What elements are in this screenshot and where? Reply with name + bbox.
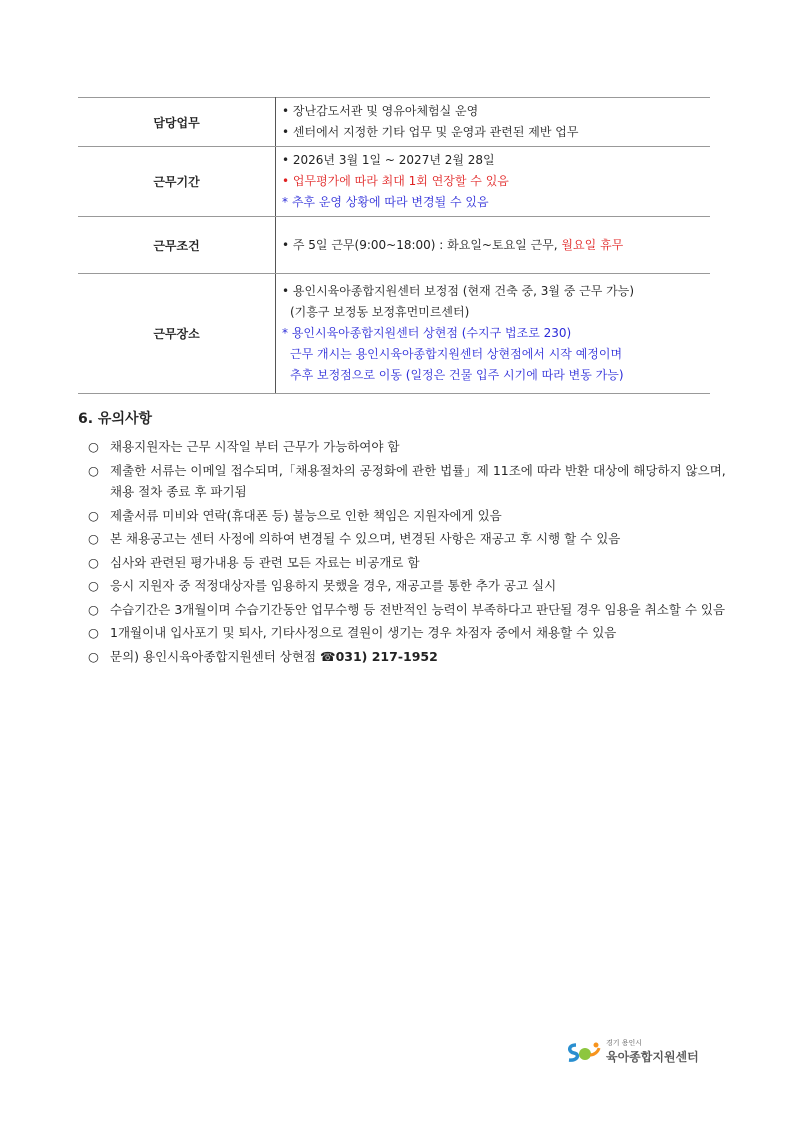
content-line: • 용인시육아종합지원센터 보정점 (현재 건축 중, 3월 중 근무 가능) [282,284,635,298]
row-label: 근무기간 [78,147,276,217]
holiday-text: 월요일 휴무 [561,237,624,252]
circle-bullet-icon: ○ [88,648,99,664]
row-content [276,147,711,217]
table-row [78,147,710,217]
row-content [276,98,711,147]
list-item [88,460,728,503]
content-line: • 2026년 3월 1일 ~ 2027년 2월 28일 [282,153,495,167]
content-line: * 추후 운영 상황에 따라 변경될 수 있음 [282,195,489,209]
circle-bullet-icon: ○ [88,462,99,478]
item-text: 수습기간은 3개월이며 수습기간동안 업무수행 등 전반적인 능력이 부족하다고 판단될 경우 임용을 취소할 수 있음 [110,601,726,617]
logo-small-text: 경기 용인시 [606,1039,643,1047]
contact-phone: ☎031) 217-1952 [320,648,438,664]
circle-bullet-icon: ○ [88,625,99,640]
notice-list [88,436,728,669]
list-item [88,646,728,668]
circle-bullet-icon: ○ [88,439,99,454]
section-title: 6. 유의사항 [78,411,153,427]
row-label: 담당업무 [78,98,276,147]
circle-bullet-icon: ○ [88,601,99,617]
table-row [78,274,710,394]
item-text: 응시 지원자 중 적정대상자를 임용하지 못했을 경우, 재공고를 통한 추가 공고 실시 [110,578,557,593]
item-text: 제출서류 미비와 연락(휴대폰 등) 불능으로 인한 책임은 지원자에게 있음 [110,507,502,523]
list-item [88,599,728,621]
content-line: 근무 개시는 용인시육아종합지원센터 상현점에서 시작 예정이며 [290,347,623,361]
logo-main-text: 육아종합지원센터 [606,1050,699,1064]
item-text: 1개월이내 입사포기 및 퇴사, 기타사정으로 결원이 생기는 경우 차점자 중에서 채용할 수 있음 [110,625,617,640]
list-item [88,622,728,644]
job-info-table [78,97,710,394]
content-line: 추후 보정점으로 이동 (일정은 건물 입주 시기에 따라 변동 가능) [290,368,624,382]
list-item [88,505,728,527]
content-line: • 센터에서 지정한 기타 업무 및 운영과 관련된 제반 업무 [282,125,579,139]
list-item [88,575,728,597]
content-line: * 용인시육아종합지원센터 상현점 (수지구 법조로 230) [282,326,572,340]
item-text: 심사와 관련된 평가내용 등 관련 모든 자료는 비공개로 함 [110,554,420,570]
row-content [276,217,711,274]
circle-bullet-icon: ○ [88,578,99,593]
content-line: • 업무평가에 따라 최대 1회 연장할 수 있음 [282,174,509,188]
table-row [78,217,710,274]
table-row [78,98,710,147]
circle-bullet-icon: ○ [88,507,99,523]
content-line: • 주 5일 근무(9:00~18:00) : 화요일~토요일 근무, [282,237,562,252]
item-text: 채용지원자는 근무 시작일 부터 근무가 가능하여야 함 [110,439,400,454]
list-item [88,552,728,574]
content-line: • 장난감도서관 및 영유아체험실 운영 [282,104,479,118]
content-line: (기흥구 보정동 보정휴먼미르센터) [290,305,470,319]
item-text: 본 채용공고는 센터 사정에 의하여 변경될 수 있으며, 변경된 사항은 재공고 후 시행 할 수 있음 [110,531,621,546]
list-item [88,528,728,550]
item-text: 제출한 서류는 이메일 접수되며,「채용절차의 공정화에 관한 법률」제 11조에 따라 반환 대상에 해당하지 않으며, 채용 절차 종료 후 파기됨 [110,462,726,499]
list-item [88,436,728,458]
center-logo [566,1038,699,1065]
logo-mark-icon [566,1041,602,1063]
contact-text: 문의) 용인시육아종합지원센터 상현점 [110,648,320,664]
row-content [276,274,711,394]
circle-bullet-icon: ○ [88,531,99,546]
row-label: 근무장소 [78,274,276,394]
row-label: 근무조건 [78,217,276,274]
circle-bullet-icon: ○ [88,554,99,570]
